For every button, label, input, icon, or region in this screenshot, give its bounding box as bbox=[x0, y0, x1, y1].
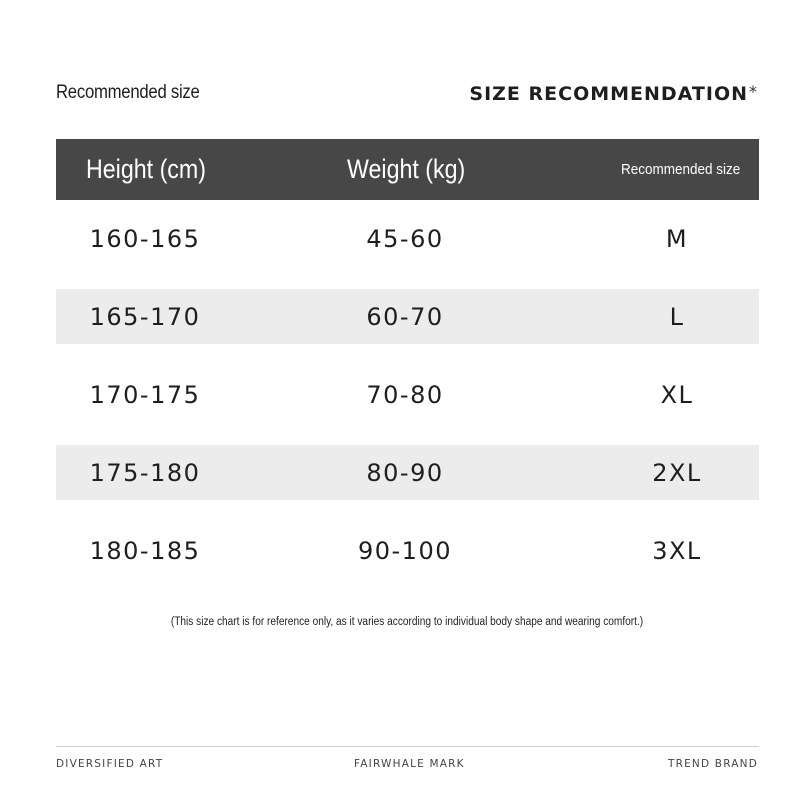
page-title bbox=[469, 83, 758, 105]
weight-cell: 90-100 bbox=[357, 537, 452, 565]
section-label: Recommended size bbox=[56, 82, 200, 103]
footer-label-left: DIVERSIFIED ART bbox=[56, 758, 164, 770]
footer-divider bbox=[56, 746, 759, 747]
height-cell: 170-175 bbox=[89, 381, 201, 409]
column-header-size: Recommended size bbox=[621, 161, 741, 178]
size-cell: L bbox=[669, 302, 685, 331]
size-cell: 3XL bbox=[652, 537, 702, 565]
height-cell: 160-165 bbox=[89, 225, 201, 253]
weight-cell: 60-70 bbox=[366, 302, 444, 331]
size-cell: XL bbox=[660, 381, 694, 409]
size-cell: M bbox=[665, 225, 689, 253]
footer-label-right: TREND BRAND bbox=[667, 758, 758, 770]
column-header-height: Height (cm) bbox=[86, 154, 206, 184]
table-row bbox=[56, 512, 759, 590]
height-cell: 180-185 bbox=[89, 537, 201, 565]
asterisk-mark: * bbox=[749, 82, 758, 101]
size-cell: 2XL bbox=[652, 458, 702, 487]
weight-cell: 70-80 bbox=[366, 381, 444, 409]
size-table bbox=[56, 139, 759, 590]
height-cell: 165-170 bbox=[89, 302, 201, 331]
table-row bbox=[56, 445, 759, 500]
table-row bbox=[56, 200, 759, 278]
table-row bbox=[56, 289, 759, 344]
height-cell: 175-180 bbox=[89, 458, 201, 487]
table-row bbox=[56, 356, 759, 434]
column-header-weight: Weight (kg) bbox=[347, 154, 466, 184]
weight-cell: 80-90 bbox=[366, 458, 444, 487]
disclaimer-note: (This size chart is for reference only, as it varies according to individual body shape and wearing comfort.) bbox=[170, 616, 644, 628]
page-title-text: SIZE RECOMMENDATION bbox=[469, 83, 748, 105]
table-header-row bbox=[56, 139, 759, 200]
footer-label-center: FAIRWHALE MARK bbox=[354, 758, 465, 770]
weight-cell: 45-60 bbox=[366, 225, 444, 253]
